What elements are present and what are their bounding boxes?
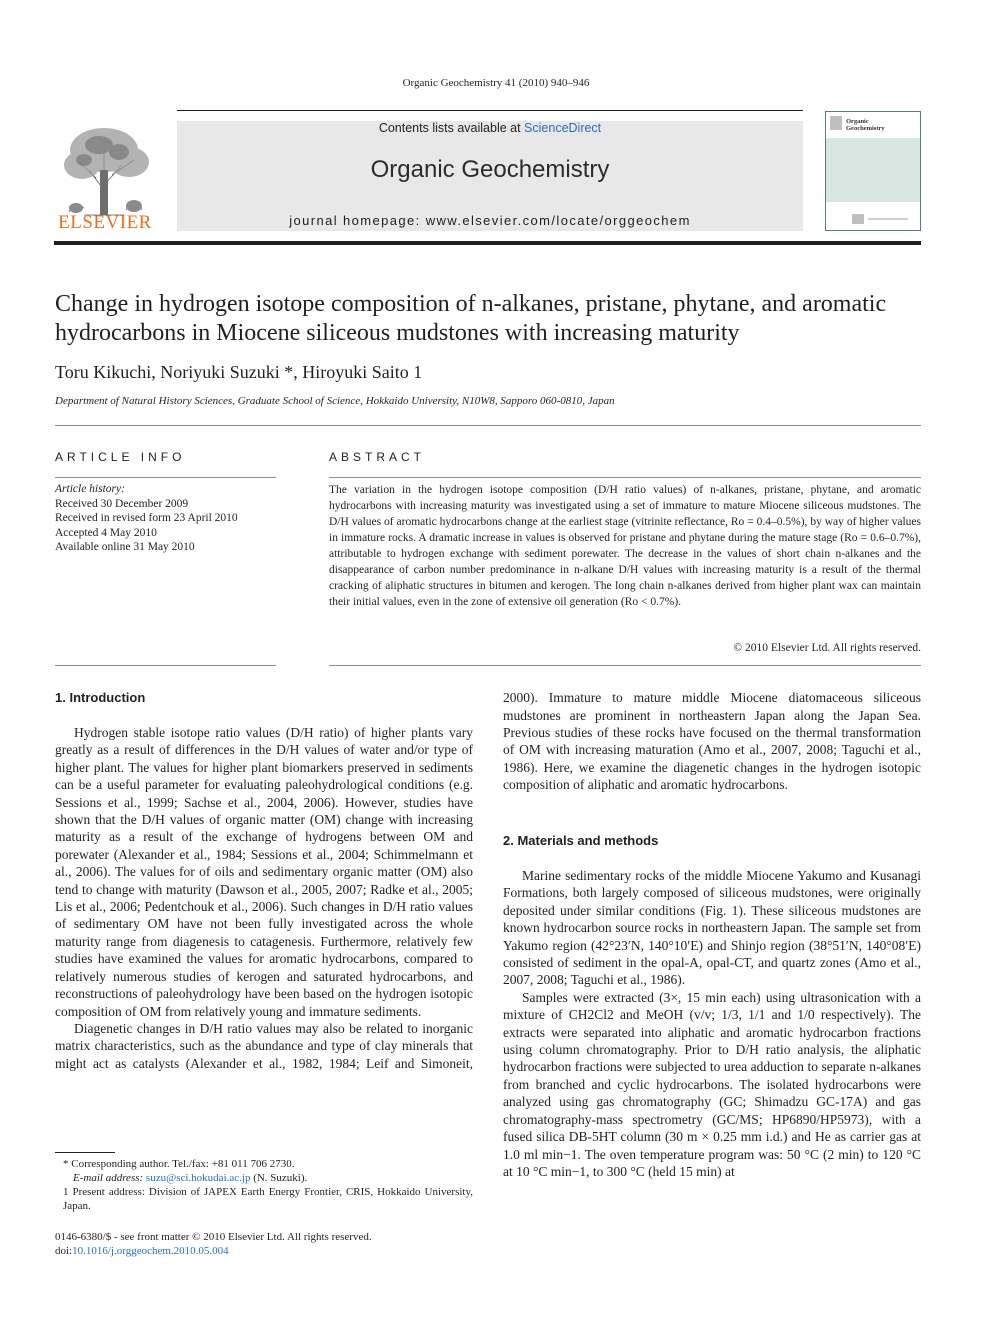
publisher-wordmark: ELSEVIER	[58, 212, 152, 233]
header-top-rule	[177, 110, 803, 111]
footnote-present-address: 1 Present address: Division of JAPEX Earth Energy Frontier, CRIS, Hokkaido University, Japan.	[63, 1186, 473, 1212]
email-label: E-mail address:	[73, 1172, 146, 1184]
article-info-heading: ARTICLE INFO	[55, 450, 186, 464]
cover-bottom-logo	[852, 214, 864, 224]
abstract-bottom-rule	[329, 665, 921, 666]
intro-paragraph-1: Hydrogen stable isotope ratio values (D/H ratio) of higher plants vary greatly as a result of differences in the D/H values of water and/or type of higher plant. The values for higher plant biomarkers preserved in sediments can be a useful parameter for evaluating paleohydrological conditions (e.g. Sessions et al., 1999; Sachse et al., 2004, 2006). However, studies have shown that the D/H values of organic matter (OM) change with increasing maturity as a result of the exchange of hydrogens between OM and porewater (Alexander et al., 1984; Sessions et al., 2004; Schimmelmann et al., 2006). The values for of oils and sedimentary organic matter (OM) also tend to change with maturity (Dawson et al., 2005, 2007; Radke et al., 2005; Lis et al., 2006; Pedentchouk et al., 2006). Such changes in D/H ratio values of sedimentary OM have not been fully investigated across the whole maturity range from diagenesis to catagenesis. Furthermore, relatively few studies have examined the values for aromatic hydrocarbons, compared to relatively numerous studies of kerogen and saturated hydrocarbons, and reconstructions of paleohydrology have been based on the hydrogen isotopic composition of OM from relatively young and immature sediments.	[55, 725, 473, 1019]
issn-line: 0146-6380/$ - see front matter © 2010 Elsevier Ltd. All rights reserved.	[55, 1231, 372, 1243]
footnote-rule	[55, 1152, 115, 1153]
journal-cover-thumbnail	[825, 111, 921, 231]
title-bottom-rule	[55, 425, 921, 426]
doi-line	[55, 1244, 372, 1258]
history-accepted: Accepted 4 May 2010	[55, 526, 157, 539]
footnote-corresponding: * Corresponding author. Tel./fax: +81 011 706 2730.	[63, 1158, 295, 1170]
doi-link[interactable]: 10.1016/j.orggeochem.2010.05.004	[72, 1245, 229, 1257]
cover-title	[846, 118, 885, 132]
journal-citation: Organic Geochemistry 41 (2010) 940–946	[402, 77, 590, 89]
introduction-heading: 1. Introduction	[55, 690, 146, 705]
right-column	[503, 689, 921, 811]
cover-title-line-2: Geochemistry	[846, 125, 885, 132]
history-revised: Received in revised form 23 April 2010	[55, 512, 238, 524]
header-thick-rule	[54, 241, 921, 245]
article-info-rule	[55, 477, 276, 478]
footnote-email	[55, 1171, 473, 1185]
doi-label: doi:	[55, 1245, 73, 1257]
cover-bottom-line	[868, 218, 908, 220]
email-suffix: (N. Suzuki).	[250, 1172, 308, 1184]
cover-teal-band	[826, 138, 920, 202]
sciencedirect-link[interactable]: ScienceDirect	[524, 121, 602, 135]
intro-paragraph-2-continued: 2000). Immature to mature middle Miocene diatomaceous siliceous mudstones are prominent in northeastern Japan along the Japan Sea. Previous studies of these rocks have focused on the thermal transformation of OM with increasing maturation (Amo et al., 2007, 2008; Taguchi et al., 1986). Here, we examine the diagenetic changes in the hydrogen isotopic composition of aliphatic and aromatic hydrocarbons.	[503, 690, 921, 793]
journal-title: Organic Geochemistry	[370, 156, 610, 183]
elsevier-logo	[54, 120, 156, 235]
abstract-text: The variation in the hydrogen isotope composition (D/H ratio values) of n-alkanes, pristane, phytane, and aromatic hydrocarbons with increasing maturity was investigated using a set of immature to mature Miocene siliceous mudstones. The D/H values of aromatic hydrocarbons change at the earliest stage (vitrinite reflectance, Ro = 0.4–0.5%), by way of higher values in immature rocks. A dramatic increase in values is observed for pristane and phytane during the mature stage (Ro = 0.6–0.7%), attributable to hydrogen exchange with sediment porewater. The decrease in the values of short chain n-alkanes and the disappearance of carbon number predominance in n-alkane D/H values with increasing maturity is a result of the thermal cracking of aliphatic structures in bitumen and kerogen. The long chain n-alkanes derived from higher plant wax can maintain their initial values, even in the zone of extensive oil generation (Ro < 0.7%).	[329, 484, 921, 608]
affiliation: Department of Natural History Sciences, Graduate School of Science, Hokkaido University, N10W8, Sapporo 060-0810, Japan	[55, 395, 615, 407]
methods-paragraph-1: Marine sedimentary rocks of the middle Miocene Yakumo and Kusanagi Formations, both largely composed of siliceous mudstones, were originally deposited under similar conditions (Fig. 1). These siliceous mudstones are known hydrocarbon source rocks in northeastern Japan. The sample set from Yakumo region (42°23′N, 140°10′E) and Shinjo region (38°51′N, 140°08′E) consisted of sediment in the opal-A, opal-CT, and quartz zones (Amo et al., 2007, 2008; Taguchi et al., 1986).	[503, 868, 921, 988]
page-footer	[55, 1230, 372, 1258]
author-list: Toru Kikuchi, Noriyuki Suzuki *, Hiroyuki Saito 1	[55, 362, 423, 382]
methods-paragraph-2: Samples were extracted (3×, 15 min each) using ultrasonication with a mixture of CH2Cl2 and MeOH (v/v; 1/3, 1/1 and 1/0 respectively). The extracts were separated into aliphatic and aromatic hydrocarbon fractions using column chromatography. Prior to D/H ratio analysis, the aliphatic hydrocarbon fractions were subjected to urea adduction to separate n-alkanes from branched and cyclic hydrocarbons. The isolated hydrocarbons were analyzed using gas chromatography (GC; Shimadzu GC-17A) and gas chromatography-mass spectrometry (GC/MS; HP6890/HP5973), with a fused silica DB-5HT column (30 m × 0.25 mm i.d.) and He as carrier gas at 1.0 ml min−1. The oven temperature program was: 50 °C (2 min) to 120 °C at 10 °C min−1, to 300 °C (held 15 min) at	[503, 989, 921, 1179]
abstract-rule	[329, 477, 921, 478]
abstract-copyright: © 2010 Elsevier Ltd. All rights reserved.	[733, 642, 921, 654]
contents-line	[177, 121, 803, 135]
email-link[interactable]: suzu@sci.hokudai.ac.jp	[145, 1172, 251, 1184]
article-history	[55, 482, 238, 555]
methods-column	[503, 867, 921, 1180]
footnotes	[55, 1157, 473, 1213]
contents-prefix: Contents lists available at	[378, 121, 525, 135]
cover-mini-logo	[830, 116, 842, 130]
left-column	[55, 724, 473, 1072]
abstract-heading: ABSTRACT	[329, 450, 426, 464]
intro-continued	[503, 689, 921, 811]
cover-title-line-1: Organic	[846, 118, 869, 125]
methods-heading: 2. Materials and methods	[503, 833, 659, 848]
journal-homepage[interactable]: journal homepage: www.elsevier.com/locate/orggeochem	[289, 213, 691, 228]
article-title: Change in hydrogen isotope composition of n-alkanes, pristane, phytane, and aromatic hydrocarbons in Miocene siliceous mudstones with increasing maturity	[55, 291, 887, 346]
intro-paragraph-2: Diagenetic changes in D/H ratio values may also be related to inorganic matrix characteristics, such as the abundance and type of clay minerals that might act as catalysts (Alexander et al., 1982, 1984; Leif and Simoneit,	[55, 1020, 473, 1071]
article-info-bottom-rule	[55, 665, 276, 666]
history-online: Available online 31 May 2010	[55, 541, 195, 553]
history-received: Received 30 December 2009	[55, 497, 189, 510]
history-label: Article history:	[55, 483, 125, 495]
